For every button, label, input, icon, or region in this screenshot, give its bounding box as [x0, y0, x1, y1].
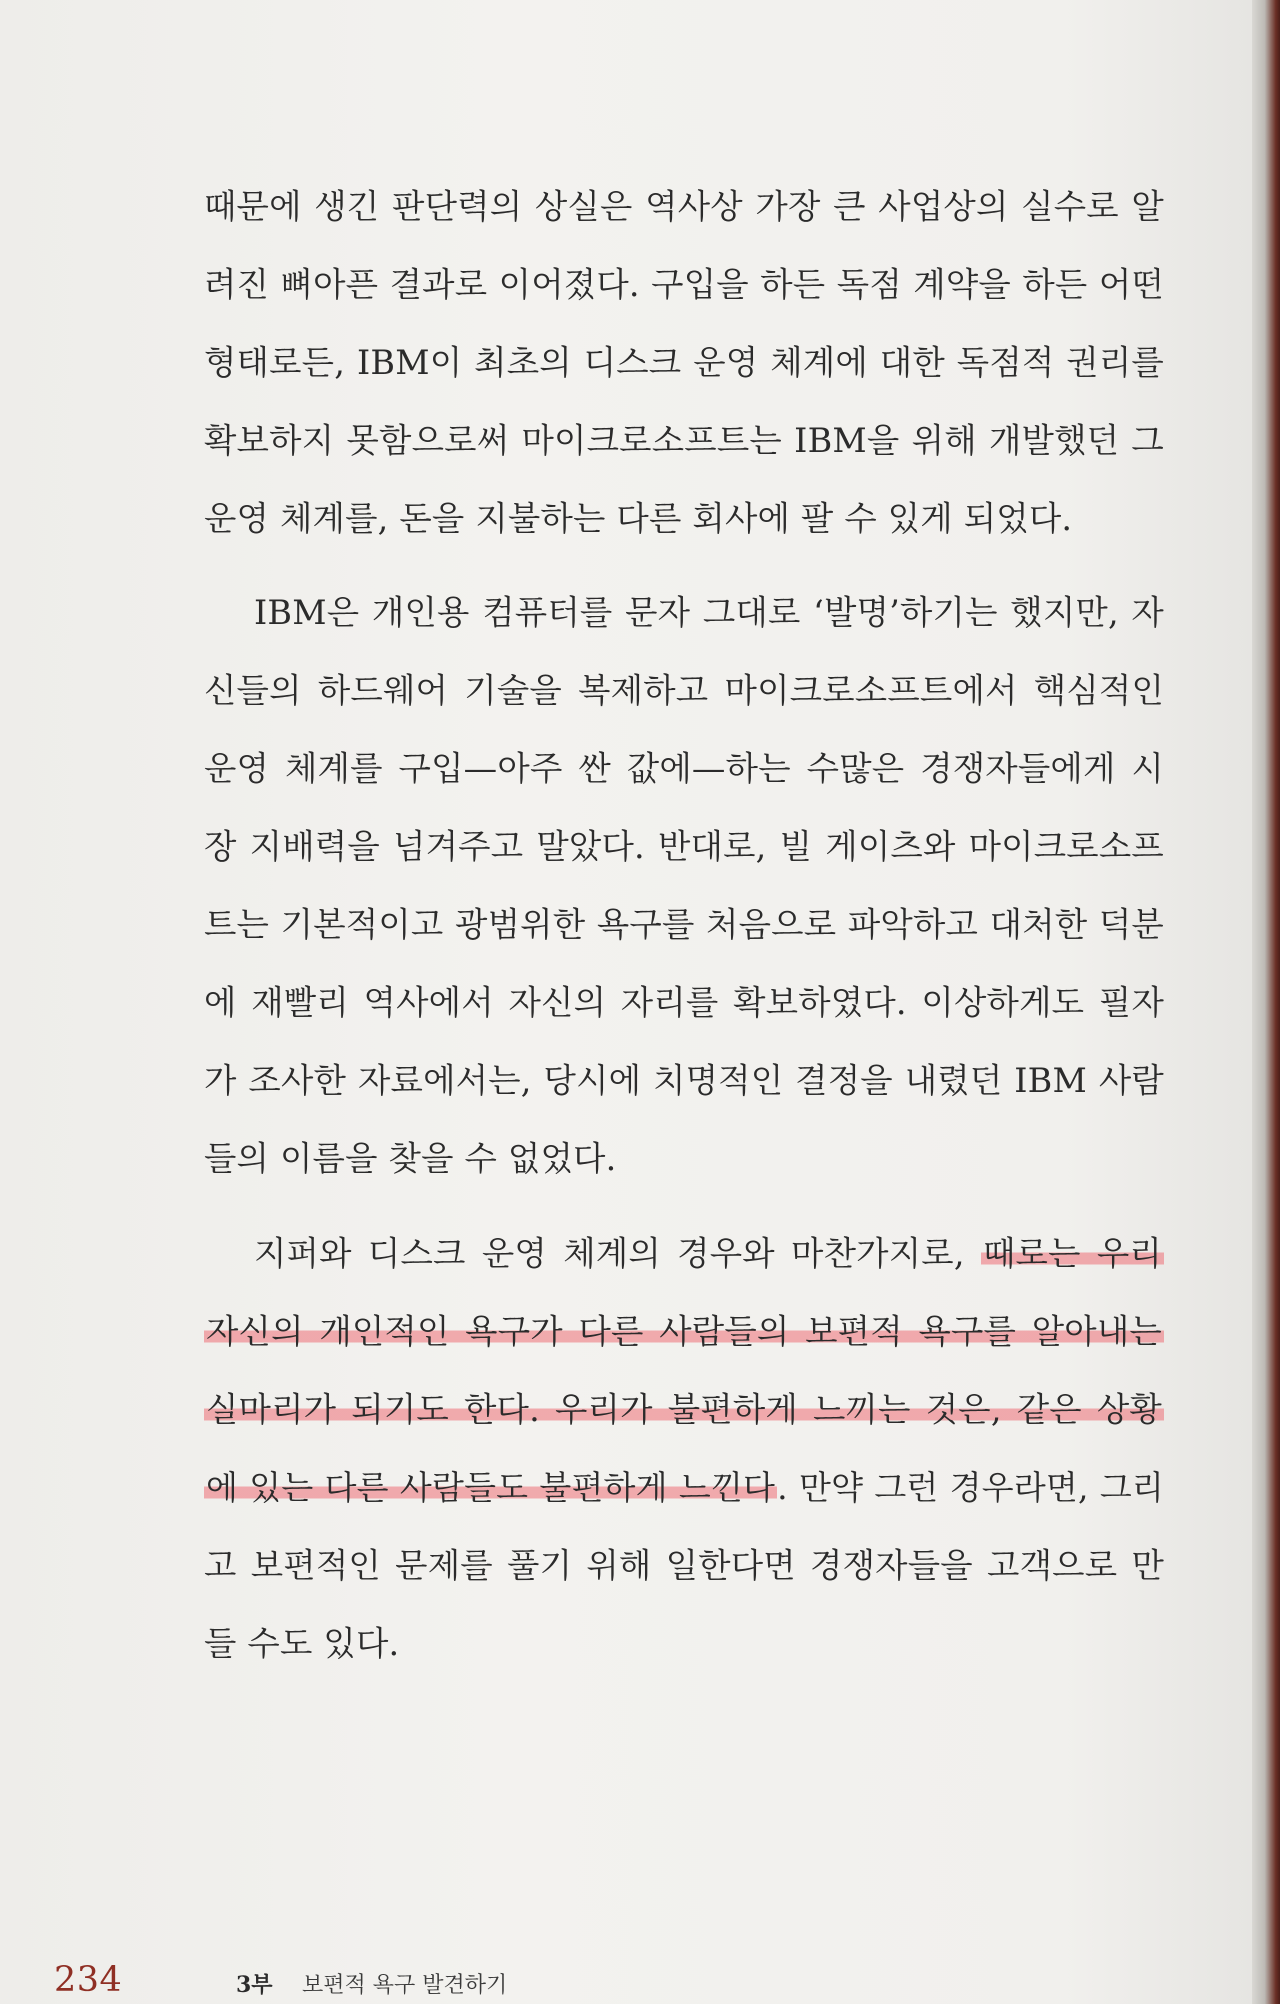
- text-line: [204, 1120, 1164, 1198]
- text-line: [204, 1527, 1164, 1605]
- text-run: 에 재빨리 역사에서 자신의 자리를 확보하였다. 이상하게도 필자: [204, 983, 1164, 1022]
- paragraph: [204, 168, 1164, 558]
- highlighted-text: 자신의 개인적인 욕구가 다른 사람들의 보편적 욕구를 알아내는: [206, 1312, 1162, 1351]
- part-label: 3부: [236, 1972, 273, 1998]
- text-run: 고 보편적인 문제를 풀기 위해 일한다면 경쟁자들을 고객으로 만: [204, 1546, 1164, 1585]
- text-run: 장 지배력을 넘겨주고 말았다. 반대로, 빌 게이츠와 마이크로소프: [204, 827, 1164, 866]
- body-text: [204, 168, 1164, 1700]
- page-footer: [54, 1960, 1154, 2000]
- text-line: [204, 1042, 1164, 1120]
- text-run: 트는 기본적이고 광범위한 욕구를 처음으로 파악하고 대처한 덕분: [204, 905, 1164, 944]
- text-line: [204, 574, 1164, 652]
- book-page-edge: [1252, 0, 1280, 2004]
- text-run: 들 수도 있다.: [204, 1624, 400, 1663]
- text-run: 운영 체계를, 돈을 지불하는 다른 회사에 팔 수 있게 되었다.: [204, 499, 1073, 538]
- text-run: 려진 뼈아픈 결과로 이어졌다. 구입을 하든 독점 계약을 하든 어떤: [204, 265, 1164, 304]
- text-run: . 만약 그런 경우라면, 그리: [777, 1468, 1165, 1507]
- text-line: [204, 730, 1164, 808]
- text-line: [204, 1371, 1164, 1449]
- highlighted-text: 실마리가 되기도 한다. 우리가 불편하게 느끼는 것은, 같은 상황: [206, 1390, 1162, 1429]
- text-line: [204, 1449, 1164, 1527]
- text-line: [204, 480, 1164, 558]
- paragraph: [204, 574, 1164, 1198]
- text-run: 때문에 생긴 판단력의 상실은 역사상 가장 큰 사업상의 실수로 알: [204, 187, 1164, 226]
- text-run: 가 조사한 자료에서는, 당시에 치명적인 결정을 내렸던 IBM 사람: [204, 1061, 1164, 1100]
- highlighted-text: 때로는 우리: [982, 1234, 1162, 1273]
- text-run: 운영 체계를 구입—아주 싼 값에—하는 수많은 경쟁자들에게 시: [204, 749, 1164, 788]
- text-run: 확보하지 못함으로써 마이크로소프트는 IBM을 위해 개발했던 그: [204, 421, 1164, 460]
- page-number: 234: [54, 1960, 123, 2000]
- text-line: [204, 168, 1164, 246]
- text-line: [204, 964, 1164, 1042]
- text-run: IBM은 개인용 컴퓨터를 문자 그대로 ‘발명’하기는 했지만, 자: [254, 593, 1164, 632]
- text-run: 신들의 하드웨어 기술을 복제하고 마이크로소프트에서 핵심적인: [204, 671, 1164, 710]
- text-line: [204, 808, 1164, 886]
- highlighted-text: 에 있는 다른 사람들도 불편하게 느낀다: [206, 1468, 776, 1507]
- text-line: [204, 324, 1164, 402]
- text-line: [204, 652, 1164, 730]
- text-line: [204, 886, 1164, 964]
- text-line: [204, 1605, 1164, 1683]
- running-section-title: 보편적 욕구 발견하기: [302, 1973, 508, 1998]
- text-line: [204, 1293, 1164, 1371]
- paragraph: [204, 1215, 1164, 1683]
- text-line: [204, 246, 1164, 324]
- text-run: 지퍼와 디스크 운영 체계의 경우와 마찬가지로,: [254, 1234, 981, 1273]
- text-line: [204, 1215, 1164, 1293]
- text-run: 들의 이름을 찾을 수 없었다.: [204, 1139, 617, 1178]
- text-run: 형태로든, IBM이 최초의 디스크 운영 체계에 대한 독점적 권리를: [204, 343, 1164, 382]
- text-line: [204, 402, 1164, 480]
